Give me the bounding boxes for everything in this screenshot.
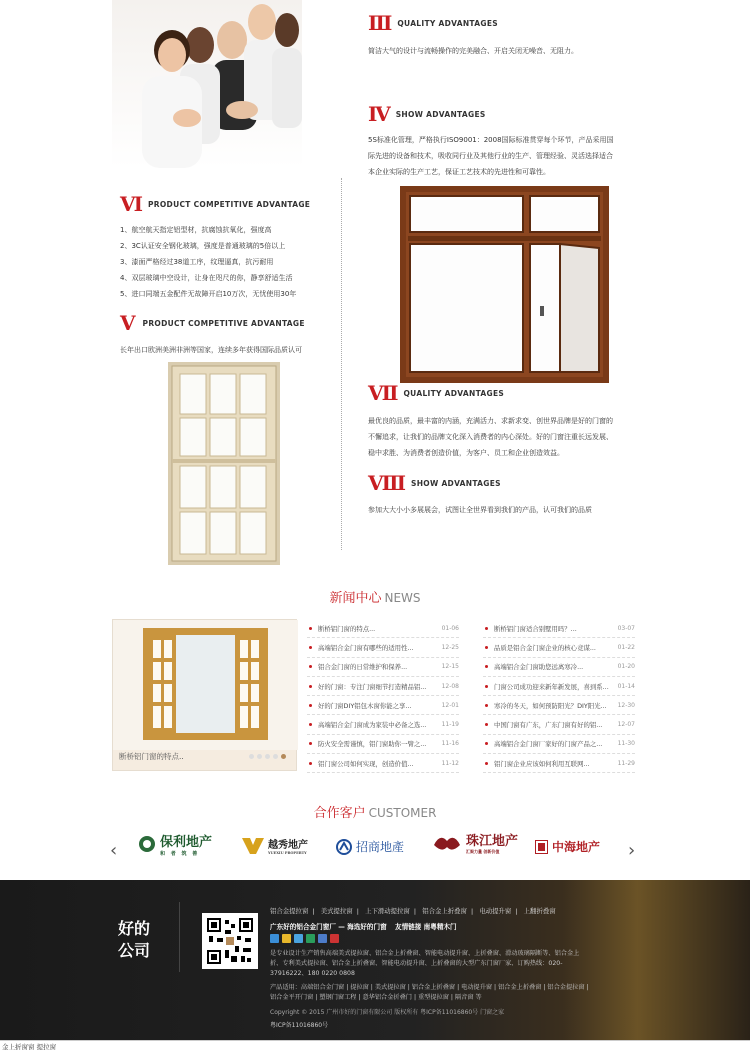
advantage-list (120, 222, 335, 302)
customer-section-title (0, 802, 750, 821)
partner-name: 招商地產 (356, 840, 405, 854)
news-item[interactable] (483, 638, 635, 657)
text-line: 际先进的设备和技术，吸收同行业及其他行业的生产、管理经验、灵活选择适合 (368, 152, 613, 160)
footer-slogan: 广东好的铝合金门窗厂 — 海选好的门窗 (270, 923, 387, 931)
bullet-icon (485, 704, 488, 707)
news-item-date: 11-12 (441, 759, 459, 767)
share-more-icon[interactable] (330, 934, 339, 943)
bullet-icon (485, 742, 488, 745)
section-text (368, 132, 638, 180)
section-text: 简洁大气的设计与流畅操作的完美融合、开启关闭无噪音、无阻力。 (368, 47, 578, 55)
text-line: 5S标准化管理，严格执行ISO9001：2008国际标准贯穿每个环节，产品采用国 (368, 136, 614, 144)
news-item-date: 12-07 (617, 721, 635, 729)
share-renren-icon[interactable] (318, 934, 327, 943)
window-product-image (400, 186, 609, 383)
news-slide-caption: 断桥铝门窗的特点.. (119, 752, 184, 761)
footer-description: 是专业设计生产销售高端美式提拉窗、铝合金上折叠窗、智能电动提升窗、上折叠窗、滑动玻璃隔断等、铝合金上折、专利美式提拉窗、铝合金上折叠窗、智能电动提升窗、上折叠窗的大型广东门窗厂家、订购热线：020-37916222、180 0220 0808 (270, 950, 580, 977)
news-item-title[interactable]: 铝门窗企业应该如何利用互联网... (494, 759, 590, 768)
footer-logo (118, 918, 150, 962)
news-item-title[interactable]: 铝门窗公司如何实现，创造价值... (318, 759, 414, 768)
sash-window-image (168, 362, 280, 565)
section-text: 长年出口欧洲美洲非洲等国家，连续多年获得国际品质认可 (120, 346, 302, 354)
bullet-icon (309, 723, 312, 726)
slider-dot[interactable] (265, 754, 270, 759)
news-item-title[interactable]: 铝合金门窗的日常维护和保养... (318, 663, 408, 672)
news-item-date: 01-06 (441, 624, 459, 632)
zhujiang-logo-icon (432, 831, 462, 855)
news-item-title[interactable]: 好的门窗DIY铝包木窗你能之享... (318, 701, 412, 710)
news-item-date: 01-22 (617, 643, 635, 651)
quality-advantage-vii-heading (368, 383, 504, 403)
footer-products: 产品适用：高端铝合金门窗 | 提拉窗 | 美式提拉窗 | 铝合金上折叠窗 | 电动提升窗 | 铝合金上折叠窗 | 铝合金提拉窗 | 铝合金平开门窗 | 塑钢门窗工程 | 意华铝合金折叠门 | 重型提拉窗 | 隔音窗 等 (270, 984, 589, 1001)
news-section-title (0, 587, 750, 606)
customer-title-cn: 合作客户 (313, 806, 366, 821)
competitive-advantage-v-heading (120, 313, 305, 333)
news-item-title[interactable]: 断桥铝门窗适合别墅用吗？... (494, 624, 577, 633)
text-line: 本企业实际的生产工艺，保证工艺技术的先进性和可靠性。 (368, 168, 550, 176)
news-item[interactable] (483, 677, 635, 696)
text-line: 最优良的品质，最丰富的内涵，充满活力、求新求变、创世界品牌是好的门窗的 (368, 417, 613, 425)
footer-slogan-row (270, 921, 457, 931)
bullet-icon (309, 646, 312, 649)
footer-link[interactable]: 铝合金提拉窗 (270, 907, 309, 915)
bullet-icon (485, 627, 488, 630)
section-title: PRODUCT COMPETITIVE ADVANTAGE (142, 318, 305, 328)
news-item[interactable] (307, 715, 459, 734)
footer-link[interactable]: 美式提拉窗 (320, 907, 353, 915)
bottom-links[interactable]: 金上折窗窗 提拉窗 (2, 1043, 57, 1051)
bullet-icon (485, 762, 488, 765)
list-item: 3、漆面严格经过38道工序，纹理逼真，抗污耐用 (120, 258, 274, 266)
news-item-title[interactable]: 防火安全需谨慎，铝门窗助你一臂之... (318, 740, 427, 749)
section-title: PRODUCT COMPETITIVE ADVANTAGE (148, 199, 311, 209)
news-item-date: 01-14 (617, 682, 635, 690)
partner-sub: 汇聚力量 创新价值 (466, 849, 500, 854)
news-item[interactable] (483, 715, 635, 734)
news-item-date: 11-16 (441, 740, 459, 748)
bullet-icon (485, 646, 488, 649)
section-text: 参加大大小小多展展会，试图让全世界看到我们的产品，认可我们的品质 (368, 506, 592, 514)
list-item: 4、双层玻璃中空设计，让身在咫尺的你，静享舒适生活 (120, 274, 293, 282)
news-item-title[interactable]: 品质是铝合金门窗企业的核心竞谋... (494, 643, 596, 652)
news-list-left (307, 619, 459, 773)
yuexiu-logo-icon (242, 838, 264, 854)
customer-title-en: CUSTOMER (368, 806, 437, 820)
partner-name: 珠江地产 (466, 834, 519, 849)
carousel-prev-icon[interactable]: ‹ (110, 840, 118, 861)
news-item-date: 12-15 (441, 663, 459, 671)
coli-logo-icon (535, 840, 548, 854)
footer-logo-line: 好的 (118, 919, 151, 938)
dotted-divider (341, 178, 342, 550)
news-item[interactable] (483, 619, 635, 638)
team-photo (112, 0, 302, 168)
news-item-title[interactable]: 中国门窗有广东，广东门窗有好的铝... (494, 721, 603, 730)
news-item[interactable] (307, 619, 459, 638)
slider-dot-active[interactable] (281, 754, 286, 759)
slider-dots (249, 754, 286, 759)
news-item[interactable] (483, 658, 635, 677)
footer-link[interactable]: 铝合金上折叠窗 (422, 907, 467, 915)
competitive-advantage-vi-heading (120, 194, 310, 214)
text-line: 不懈追求，让我们的品牌文化深入消费者的内心深处。好的门窗注重长远发展、 (368, 433, 613, 441)
numeral-vii: Ⅶ (368, 381, 398, 405)
news-item-date: 12-25 (441, 643, 459, 651)
news-item-date: 03-07 (617, 624, 635, 632)
bullet-icon (309, 685, 312, 688)
news-item-date: 01-20 (617, 663, 635, 671)
quality-advantage-iii-heading (368, 13, 498, 33)
show-advantage-iv-heading (368, 104, 486, 124)
footer (0, 880, 750, 1040)
list-item: 5、进口同端五金配件无故障开启10万次，无忧使用30年 (120, 290, 297, 298)
share-qzone-icon[interactable] (270, 934, 279, 943)
news-item[interactable] (483, 735, 635, 754)
news-title-cn: 新闻中心 (329, 591, 382, 606)
partner-logo-yuexiu[interactable] (242, 836, 308, 855)
show-advantage-viii-heading (368, 473, 501, 493)
news-list-right (483, 619, 635, 773)
numeral-iii: Ⅲ (368, 11, 392, 35)
news-item-date: 12-30 (617, 701, 635, 709)
footer-link[interactable]: 上翻折叠窗 (523, 907, 556, 915)
news-item[interactable] (307, 658, 459, 677)
section-title: QUALITY ADVANTAGES (397, 18, 498, 28)
footer-copyright: Copyright © 2015 广州市好的门窗有限公司 版权所有 粤ICP备11016860号 门窗之家 (270, 1009, 505, 1016)
text-line: 稳中求胜、为消费者创造价值，为客户、员工和企业创造效益。 (368, 449, 564, 457)
bullet-icon (485, 665, 488, 668)
partner-name: 保利地产 (160, 835, 213, 850)
share-wechat-icon[interactable] (306, 934, 315, 943)
footer-link[interactable]: 电动提升窗 (479, 907, 512, 915)
news-item-date: 11-30 (617, 740, 635, 748)
slider-dot[interactable] (249, 754, 254, 759)
bullet-icon (309, 762, 312, 765)
partner-name: 越秀地产 (268, 840, 308, 851)
bullet-icon (309, 704, 312, 707)
share-icons (270, 934, 339, 943)
numeral-v: Ⅴ (120, 311, 135, 335)
news-title-en: NEWS (384, 591, 421, 605)
news-item-title[interactable]: 寒冷的冬天，如何预防阳光？DIY阳光... (494, 701, 607, 710)
footer-icp[interactable]: 粤ICP备11016860号 (270, 1022, 329, 1029)
news-item-title[interactable]: 门窗公司成功迎来新年新发展，喜到系... (494, 682, 609, 691)
news-item[interactable] (307, 735, 459, 754)
qr-code (202, 913, 258, 969)
news-item-date: 11-19 (441, 721, 459, 729)
partner-sub: YUEXIU PROPERTY (268, 851, 307, 855)
news-item[interactable] (307, 696, 459, 715)
news-item[interactable] (483, 696, 635, 715)
news-item[interactable] (483, 754, 635, 773)
news-item-title[interactable]: 好的门窗：专注门窗细节打造精品铝... (318, 682, 427, 691)
news-item-title[interactable]: 高端铝合金门窗成为家装中必备之选... (318, 721, 427, 730)
news-item-title[interactable]: 高端铝合金门窗助您远离寒冷... (494, 663, 584, 672)
bullet-icon (309, 627, 312, 630)
partner-logo-coli[interactable] (535, 838, 600, 855)
bullet-icon (309, 742, 312, 745)
news-item-date: 11-29 (617, 759, 635, 767)
numeral-viii: Ⅷ (368, 471, 405, 495)
news-item-title[interactable]: 高端铝合金门窗有哪些的适用性... (318, 643, 414, 652)
footer-divider (179, 902, 180, 972)
footer-friend-links[interactable]: 友情链接 南粤精木门 (394, 923, 457, 931)
bottom-bar (0, 1040, 750, 1052)
partner-logo-poly[interactable] (138, 831, 212, 857)
bullet-icon (309, 665, 312, 668)
news-item-date: 12-08 (441, 682, 459, 690)
news-item-title[interactable]: 高端铝合金门窗厂家好的门窗产品之... (494, 740, 603, 749)
slider-dot[interactable] (257, 754, 262, 759)
share-weibo-icon[interactable] (282, 934, 291, 943)
carousel-next-icon[interactable]: › (628, 840, 636, 861)
section-title: SHOW ADVANTAGES (395, 109, 486, 119)
section-title: SHOW ADVANTAGES (411, 478, 501, 488)
poly-logo-icon (138, 835, 156, 853)
list-item: 1、航空航天指定铝型材，抗腐蚀抗氧化，强度高 (120, 226, 272, 234)
partner-logo-cmp[interactable] (336, 838, 404, 855)
footer-link[interactable]: 上下滑动提拉窗 (365, 907, 410, 915)
list-item: 2、3C认证安全钢化玻璃，强度是普通玻璃的5倍以上 (120, 242, 286, 250)
numeral-vi: Ⅵ (120, 192, 142, 216)
partner-name: 中海地产 (552, 840, 601, 854)
bullet-icon (485, 685, 488, 688)
partner-sub: 和 者 筑 善 (160, 851, 200, 857)
slider-dot[interactable] (273, 754, 278, 759)
cmp-logo-icon (336, 839, 352, 855)
news-item-date: 12-01 (441, 701, 459, 709)
news-slide-image (113, 620, 298, 750)
section-title: QUALITY ADVANTAGES (403, 388, 505, 398)
partner-logo-zhujiang[interactable] (432, 830, 518, 855)
news-item[interactable] (307, 754, 459, 773)
bullet-icon (485, 723, 488, 726)
news-item-title[interactable]: 断桥铝门窗的特点... (318, 624, 376, 633)
section-text (368, 413, 643, 461)
news-item[interactable] (307, 638, 459, 657)
share-tencent-icon[interactable] (294, 934, 303, 943)
news-item[interactable] (307, 677, 459, 696)
numeral-iv: Ⅳ (368, 102, 390, 126)
news-slider[interactable] (112, 619, 297, 771)
footer-logo-line: 公司 (118, 941, 151, 960)
footer-links: 铝合金提拉窗 | 美式提拉窗 | 上下滑动提拉窗 | 铝合金上折叠窗 | 电动提升窗 | 上翻折叠窗 (270, 907, 556, 915)
